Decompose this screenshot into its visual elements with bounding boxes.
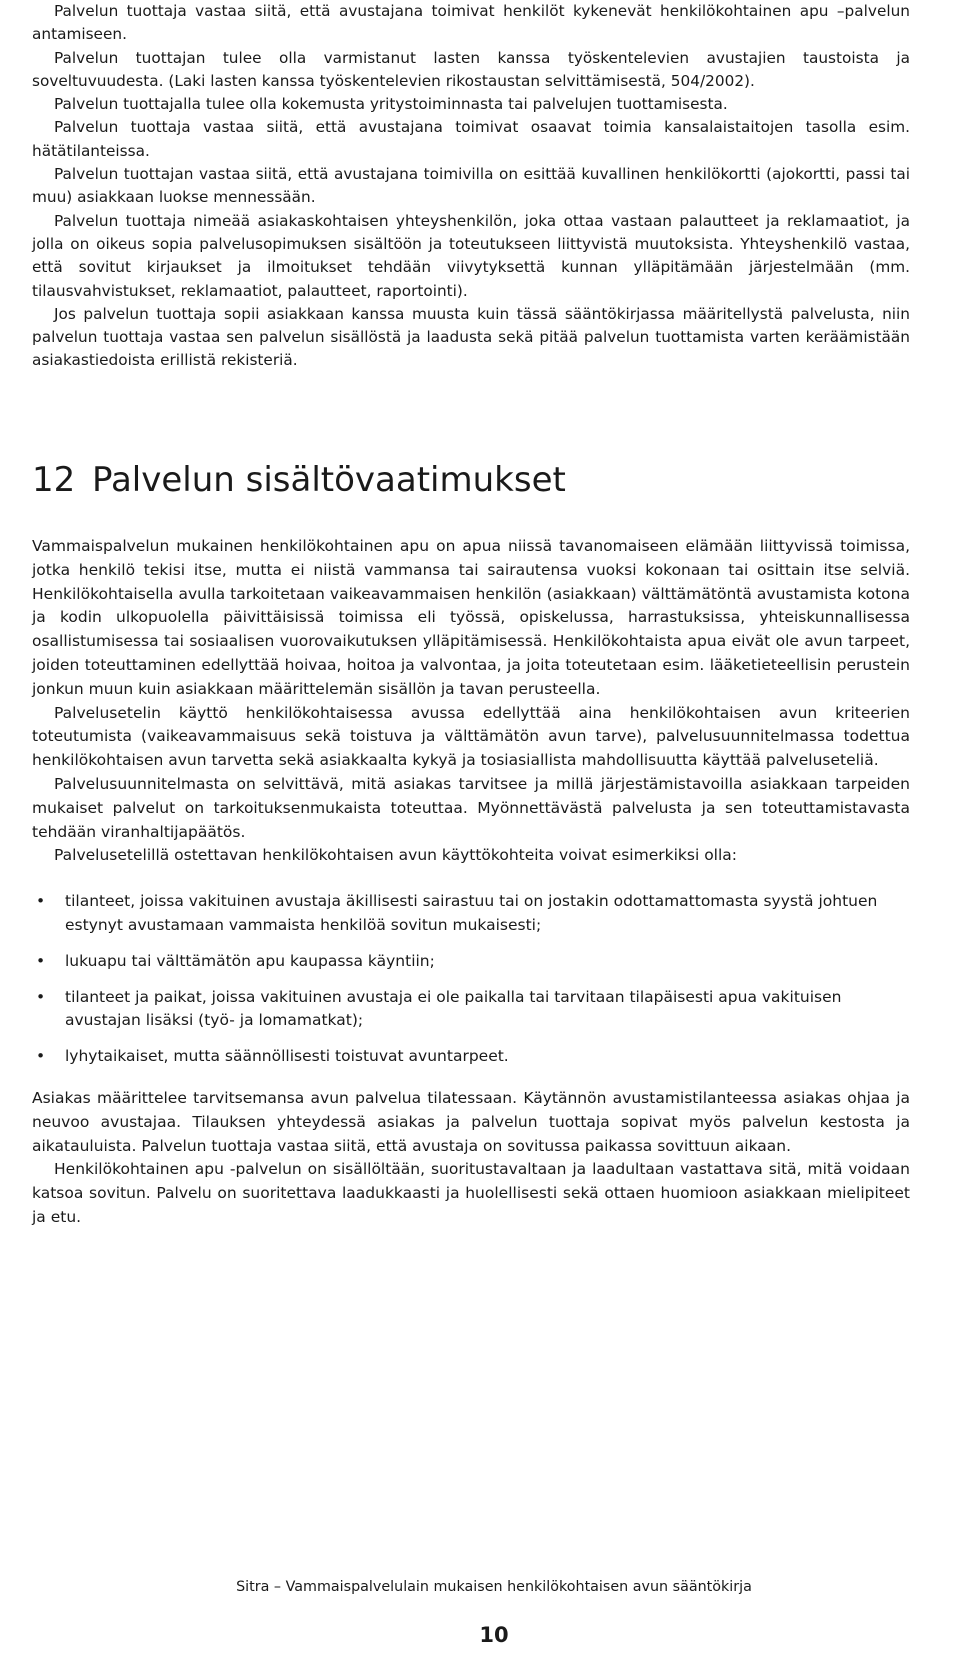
paragraph: Palvelun tuottaja vastaa siitä, että avustajana toimivat osaavat toimia kansalaistaitojen tasolla esim. hätätilanteissa. [32,118,910,160]
section-heading [32,458,566,502]
list-item [32,986,910,1034]
list-item [32,1045,910,1069]
bullet-icon: • [36,1047,46,1066]
paragraph: Palvelusetelin käyttö henkilökohtaisessa avussa edellyttää aina henkilökohtaisen avun kriteerien toteutumista (vaikeavammaisuus sekä toistuva ja välttämätön avun tarve), palvelusuunnitelmassa todettua henkilökohtaisen avun tarvetta sekä asiakkaalta kykyä ja tosiasiallista mahdollisuutta käyttää palveluseteliä. [32,703,910,770]
bullet-list [32,890,910,1069]
paragraph: Palvelun tuottajan tulee olla varmistanut lasten kanssa työskentelevien avustajien taustoista ja soveltuvuudesta. (Laki lasten kanssa työskentelevien rikostaustan selvittämisestä, 504/2002). [32,48,910,90]
bullet-icon: • [36,892,46,911]
footer-title: Sitra – Vammaispalvelulain mukaisen henkilökohtaisen avun sääntökirja [236,1579,752,1595]
paragraph: Jos palvelun tuottaja sopii asiakkaan kanssa muusta kuin tässä sääntökirjassa määritellystä palvelusta, niin palvelun tuottaja vastaa sen palvelun sisällöstä ja laadusta sekä pitää palvelun tuottamista varten keräämistään asiakastiedoista erillistä rekisteriä. [32,304,910,370]
list-item-text: tilanteet ja paikat, joissa vakituinen avustaja ei ole paikalla tai tarvitaan tilapäisesti apua vakituisen avustajan lisäksi (työ- ja lomamatkat); [65,987,842,1030]
paragraph: Palvelun tuottajalla tulee olla kokemusta yritystoiminnasta tai palvelujen tuottamisesta. [54,95,728,114]
paragraph: Palvelun tuottajan vastaa siitä, että avustajana toimivilla on esittää kuvallinen henkilökortti (ajokortti, passi tai muu) asiakkaan luokse mennessään. [32,165,910,207]
list-item-text: lyhytaikaiset, mutta säännöllisesti toistuvat avuntarpeet. [65,1047,509,1066]
section-title: Palvelun sisältövaatimukset [92,460,566,500]
paragraph: Vammaispalvelun mukainen henkilökohtainen apu on apua niissä tavanomaiseen elämään liittyvissä toimissa, jotka henkilö tekisi itse, mutta ei niistä vammansa tai sairautensa vuoksi kokonaan tai osittain itse selviä. Henkilökohtaisella avulla tarkoitetaan vaikeavammaisen henkilön (asiakkaan) välttämätöntä avustamista kotona ja kodin ulkopuolella päivittäisissä toimissa eli työssä, opiskelussa, harrastuksissa, yhteiskunnallisessa osallistumisessa tai sosiaalisen vuorovaikutuksen ylläpitämisessä. Henkilökohtaista apua eivät ole avun tarpeet, joiden toteuttaminen edellyttää hoivaa, hoitoa ja valvontaa, ja joita toteutetaan esim. lääketieteellisin perustein jonkun muun kuin asiakkaan määrittelemän sisällön ja tavan perusteella. [32,537,910,698]
paragraph: Asiakas määrittelee tarvitsemansa avun palvelua tilatessaan. Käytännön avustamistilanteessa asiakas ohjaa ja neuvoo avustajaa. Tilauksen yhteydessä asiakas ja palvelun tuottaja sopivat myös palvelun kestosta ja aikatauluista. Palvelun tuottaja vastaa siitä, että avustaja on sovitussa paikassa sovittuun aikaan. [32,1088,910,1155]
top-text-block [32,0,910,373]
bullet-icon: • [36,951,46,970]
paragraph: Palvelun tuottaja nimeää asiakaskohtaisen yhteyshenkilön, joka ottaa vastaan palautteet ja reklamaatiot, ja jolla on oikeus sopia palvelusopimuksen sisältöön ja toteutukseen liittyvistä muutoksista. Yhteyshenkilö vastaa, että sovitut kirjaukset ja ilmoitukset tehdään viivytyksettä kunnan ylläpitämään järjestelmään (mm. tilausvahvistukset, reklamaatiot, palautteet, raportointi). [32,211,910,300]
list-item [32,890,910,938]
paragraph: Palvelusetelillä ostettavan henkilökohtaisen avun käyttökohteita voivat esimerkiksi olla: [54,846,738,865]
list-item [32,950,910,974]
list-item-text: lukuapu tai välttämätön apu kaupassa käyntiin; [65,951,435,970]
section-body [32,535,910,1230]
paragraph: Palvelusuunnitelmasta on selvittävä, mitä asiakas tarvitsee ja millä järjestämistavoilla asiakkaan tarpeiden mukaiset palvelut on tarkoituksenmukaista toteuttaa. Myönnettävästä palvelusta ja sen toteuttamistavasta tehdään viranhaltijapäätös. [32,774,910,841]
bullet-icon: • [36,987,46,1006]
page-number: 10 [479,1623,509,1647]
section-number: 12 [32,460,76,500]
list-item-text: tilanteet, joissa vakituinen avustaja äkillisesti sairastuu tai on jostakin odottamattomasta syystä johtuen estynyt avustamaan vammaista henkilöä sovitun mukaisesti; [65,892,878,934]
paragraph: Henkilökohtainen apu -palvelun on sisällöltään, suoritustavaltaan ja laadultaan vastattava sitä, mitä voidaan katsoa sovitun. Palvelu on suoritettava laadukkaasti ja huolellisesti sekä ottaen huomioon asiakkaan mielipiteet ja etu. [32,1160,910,1226]
paragraph: Palvelun tuottaja vastaa siitä, että avustajana toimivat henkilöt kykenevät henkilökohtainen apu –palvelun antamiseen. [32,2,910,44]
